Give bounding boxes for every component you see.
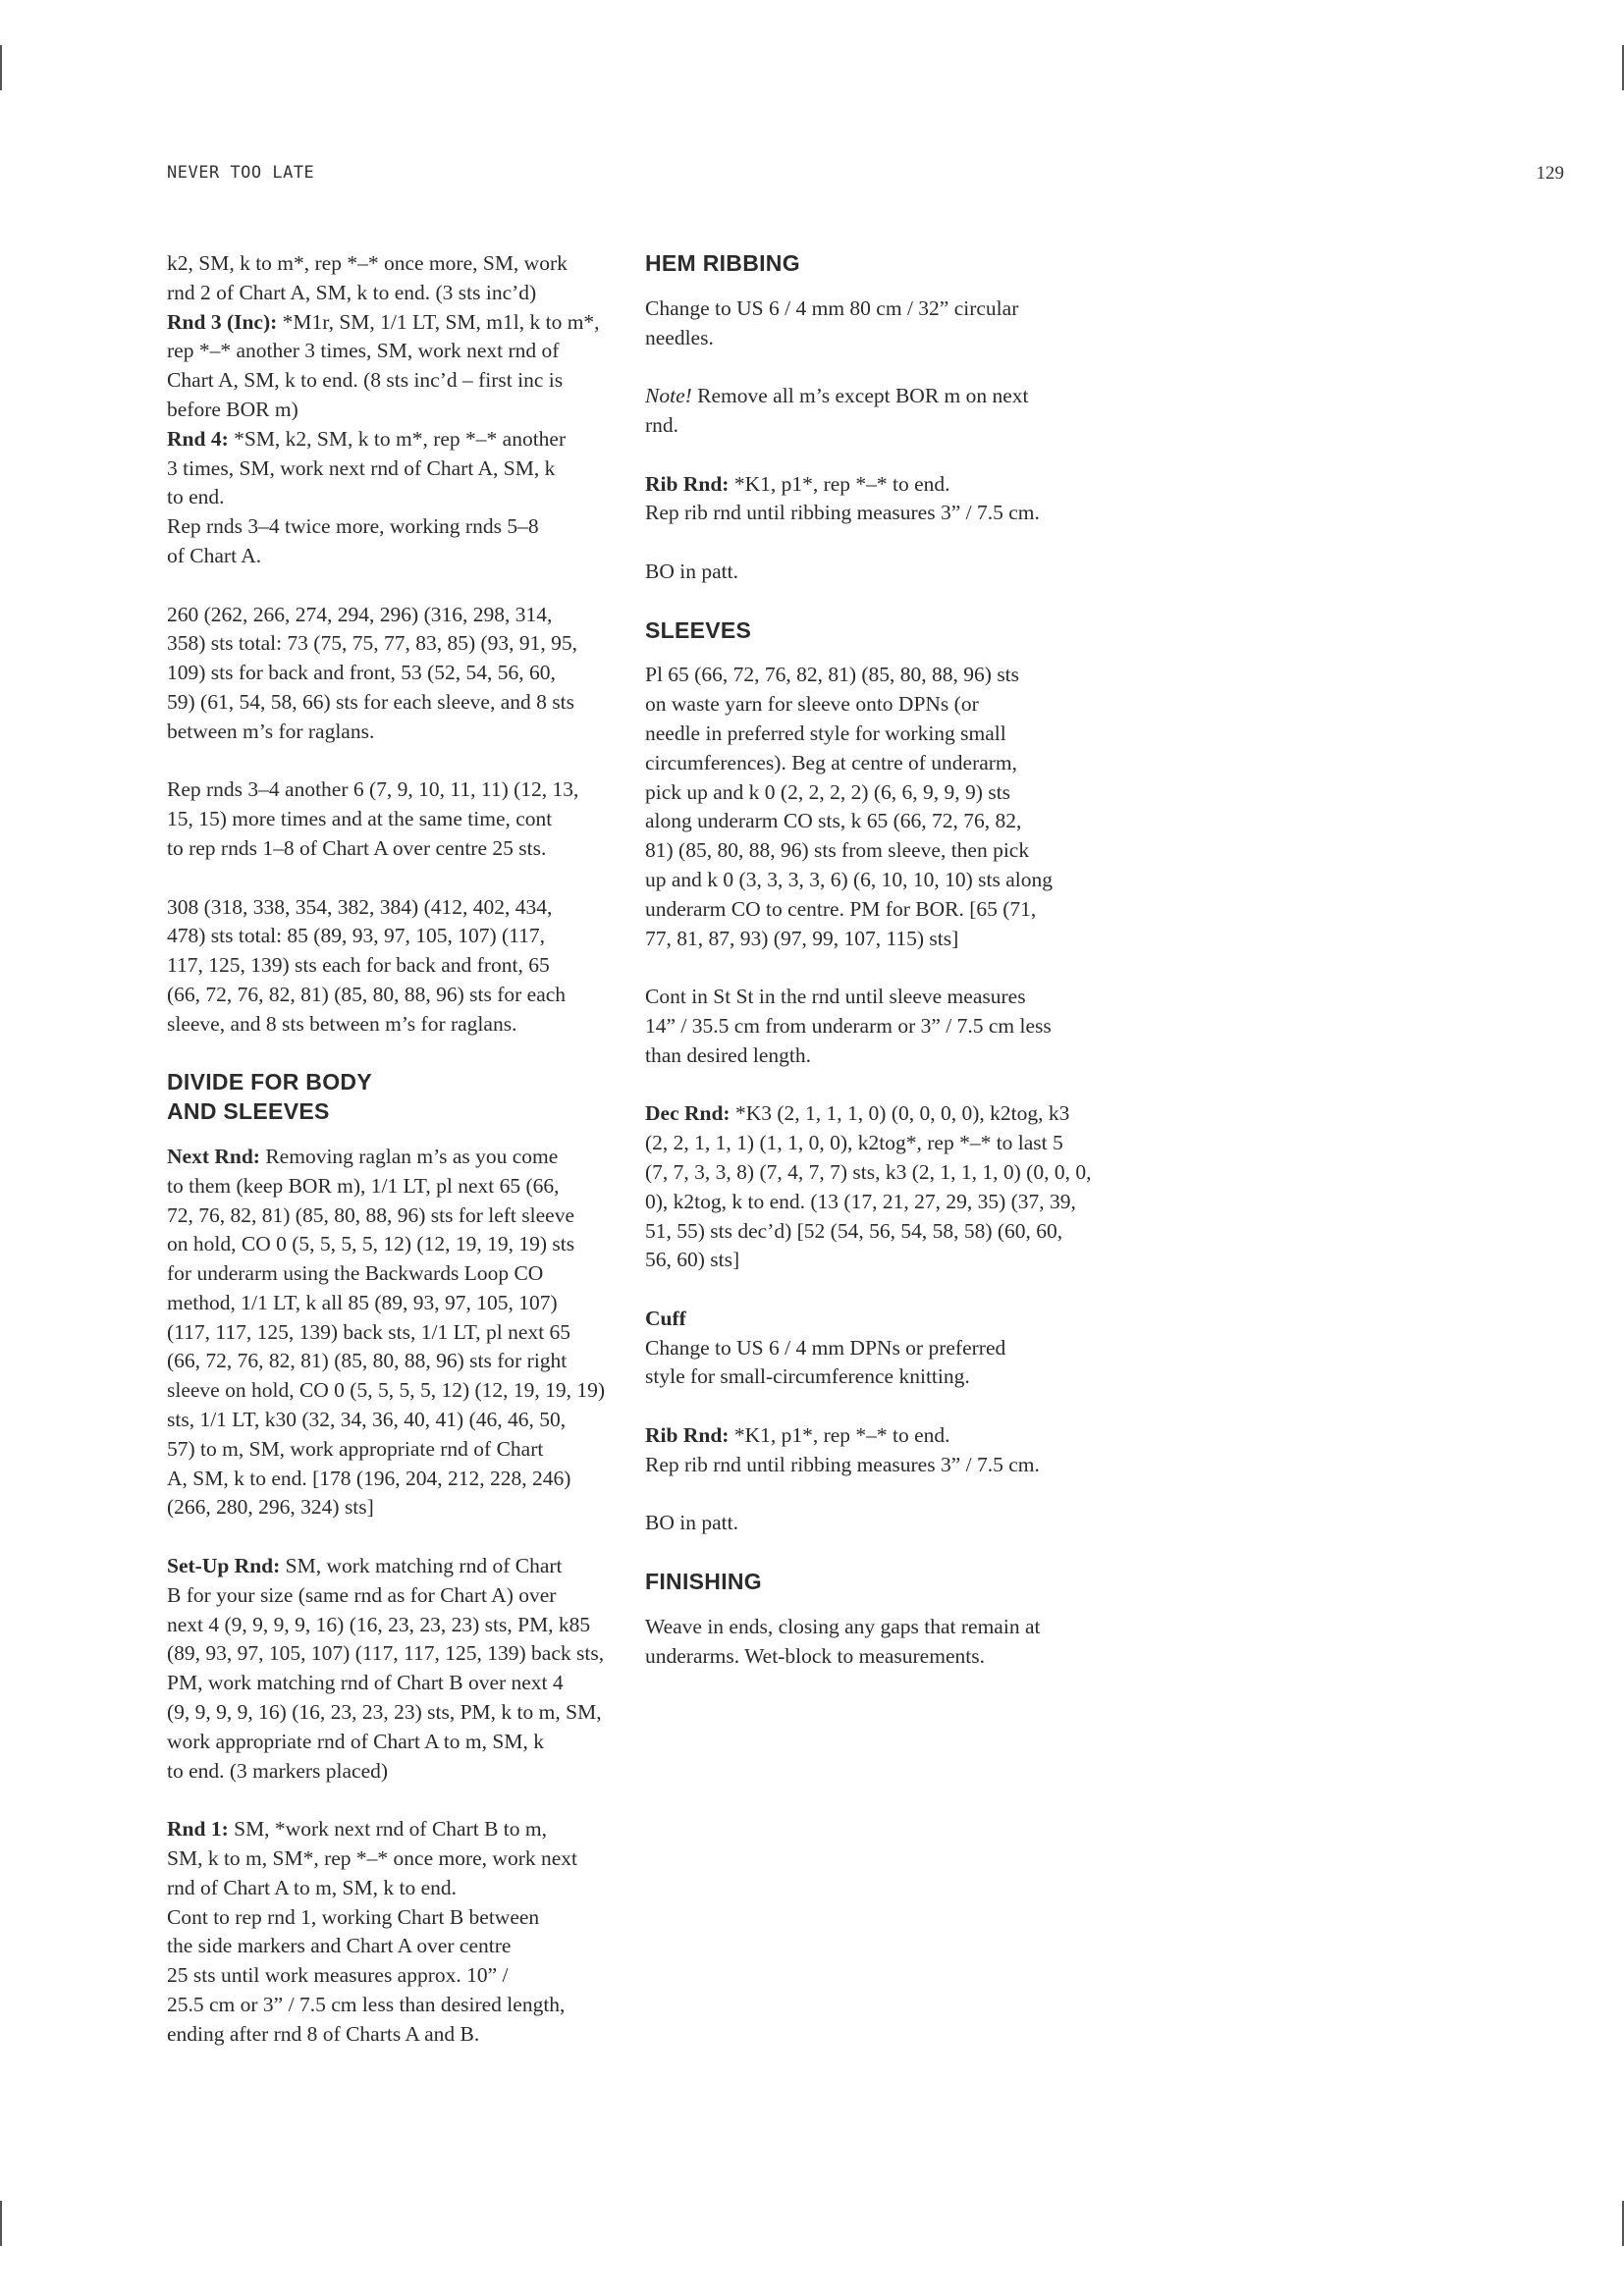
paragraph-next-rnd bbox=[167, 1143, 619, 1522]
text-line: 77, 81, 87, 93) (97, 99, 107, 115) sts] bbox=[645, 926, 959, 950]
text-line bbox=[167, 1143, 619, 1172]
text-line bbox=[167, 308, 619, 338]
text-line: needle in preferred style for working small bbox=[645, 721, 1006, 745]
paragraph-cuff-bind-off bbox=[645, 1509, 1097, 1538]
paragraph-dec-rnd bbox=[645, 1099, 1097, 1275]
text-line: to them (keep BOR m), 1/1 LT, pl next 65 (66, bbox=[167, 1173, 560, 1198]
text-line: 0), k2tog, k to end. (13 (17, 21, 27, 29, 35) (37, 39, bbox=[645, 1189, 1076, 1213]
text-line: 57) to m, SM, work appropriate rnd of Chart bbox=[167, 1436, 544, 1461]
text-line: A, SM, k to end. [178 (196, 204, 212, 228, 246) bbox=[167, 1466, 571, 1490]
text-line: for underarm using the Backwards Loop CO bbox=[167, 1261, 544, 1286]
crop-mark-bottom-left bbox=[0, 2201, 2, 2246]
paragraph-stitch-totals-1 bbox=[167, 601, 619, 747]
paragraph-hem-needles bbox=[645, 294, 1097, 353]
text-line: rnd. bbox=[645, 412, 679, 437]
text-line: sleeve on hold, CO 0 (5, 5, 5, 5, 12) (12, 19, 19, 19) bbox=[167, 1378, 606, 1403]
text-line: PM, work matching rnd of Chart B over next 4 bbox=[167, 1671, 564, 1695]
text-line bbox=[645, 470, 1097, 500]
text-line: Cont to rep rnd 1, working Chart B between bbox=[167, 1904, 540, 1929]
text-line: (266, 280, 296, 324) sts] bbox=[167, 1495, 374, 1520]
text-line bbox=[167, 1815, 619, 1844]
next-rnd-label: Next Rnd: bbox=[167, 1144, 260, 1168]
paragraph-bind-off bbox=[645, 558, 1097, 587]
text-line: 56, 60) sts] bbox=[645, 1248, 740, 1272]
text-line: BO in patt. bbox=[645, 1511, 738, 1535]
text-line: Change to US 6 / 4 mm 80 cm / 32” circular bbox=[645, 295, 1019, 320]
text-line: B for your size (same rnd as for Chart A) over bbox=[167, 1582, 557, 1607]
dec-rnd-label: Dec Rnd: bbox=[645, 1101, 731, 1126]
text-line: Chart A, SM, k to end. (8 sts inc’d – first inc is bbox=[167, 368, 564, 393]
setup-rnd-text: SM, work matching rnd of Chart bbox=[280, 1554, 563, 1578]
text-line: 59) (61, 54, 58, 66) sts for each sleeve, and 8 sts bbox=[167, 689, 574, 714]
text-line: 109) sts for back and front, 53 (52, 54, 56, 60, bbox=[167, 661, 556, 685]
text-line: on waste yarn for sleeve onto DPNs (or bbox=[645, 692, 979, 717]
text-line bbox=[645, 1421, 1097, 1451]
rnd-4-text: *SM, k2, SM, k to m*, rep *–* another bbox=[228, 426, 567, 451]
text-line: method, 1/1 LT, k all 85 (89, 93, 97, 105, 107) bbox=[167, 1290, 558, 1314]
text-line: (9, 9, 9, 9, 16) (16, 23, 23, 23) sts, PM, k to m, SM, bbox=[167, 1700, 602, 1725]
text-line: circumferences). Beg at centre of underarm, bbox=[645, 750, 1018, 774]
cuff-label: Cuff bbox=[645, 1306, 686, 1330]
left-column bbox=[167, 249, 619, 2078]
text-line: style for small-circumference knitting. bbox=[645, 1364, 970, 1389]
crop-mark-top-left bbox=[0, 45, 2, 90]
paragraph-raglan-continuation bbox=[167, 249, 619, 571]
text-line: 260 (262, 266, 274, 294, 296) (316, 298, 314, bbox=[167, 602, 553, 626]
text-line: of Chart A. bbox=[167, 543, 262, 567]
text-line: (89, 93, 97, 105, 107) (117, 117, 125, 139) back sts, bbox=[167, 1641, 605, 1666]
paragraph-note bbox=[645, 382, 1097, 441]
text-line: underarm CO to centre. PM for BOR. [65 (71, bbox=[645, 896, 1037, 921]
text-line: next 4 (9, 9, 9, 9, 16) (16, 23, 23, 23) sts, PM, k85 bbox=[167, 1612, 591, 1636]
right-column bbox=[645, 249, 1097, 1700]
rib-rnd-text: *K1, p1*, rep *–* to end. bbox=[729, 471, 950, 496]
text-line: rnd of Chart A to m, SM, k to end. bbox=[167, 1875, 458, 1899]
text-line: 478) sts total: 85 (89, 93, 97, 105, 107) (117, bbox=[167, 924, 545, 948]
text-line: pick up and k 0 (2, 2, 2, 2) (6, 6, 9, 9, 9) sts bbox=[645, 779, 1011, 804]
text-line: sleeve, and 8 sts between m’s for raglans. bbox=[167, 1011, 517, 1036]
paragraph-setup-rnd bbox=[167, 1552, 619, 1786]
text-line: 81) (85, 80, 88, 96) sts from sleeve, then pick bbox=[645, 838, 1030, 863]
heading-line: AND SLEEVES bbox=[167, 1098, 330, 1125]
paragraph-finishing bbox=[645, 1613, 1097, 1672]
text-line: between m’s for raglans. bbox=[167, 719, 375, 743]
section-heading-sleeves: SLEEVES bbox=[645, 616, 752, 643]
text-line bbox=[645, 1099, 1097, 1129]
text-line: 117, 125, 139) sts each for back and front, 65 bbox=[167, 953, 550, 978]
rnd-1-label: Rnd 1: bbox=[167, 1817, 229, 1842]
text-line: 14” / 35.5 cm from underarm or 3” / 7.5 cm less bbox=[645, 1013, 1052, 1038]
next-rnd-text: Removing raglan m’s as you come bbox=[259, 1144, 559, 1168]
section-heading-hem-ribbing: HEM RIBBING bbox=[645, 250, 800, 276]
paragraph-cont-st-st bbox=[645, 983, 1097, 1070]
paragraph-cuff-rib-rnd bbox=[645, 1421, 1097, 1480]
text-line: to end. bbox=[167, 485, 225, 509]
text-line: the side markers and Chart A over centre bbox=[167, 1934, 512, 1958]
text-line: Cont in St St in the rnd until sleeve measures bbox=[645, 985, 1026, 1009]
text-line: Rep rib rnd until ribbing measures 3” / 7.5 cm. bbox=[645, 501, 1040, 525]
text-line: 3 times, SM, work next rnd of Chart A, SM, k bbox=[167, 455, 556, 480]
text-line: 51, 55) sts dec’d) [52 (54, 56, 54, 58, 58) (60, 60, bbox=[645, 1218, 1063, 1243]
text-line: on hold, CO 0 (5, 5, 5, 5, 12) (12, 19, 19, 19) sts bbox=[167, 1232, 575, 1256]
section-heading-finishing: FINISHING bbox=[645, 1569, 762, 1595]
text-line: (117, 117, 125, 139) back sts, 1/1 LT, pl next 65 bbox=[167, 1319, 571, 1344]
text-line bbox=[167, 425, 619, 454]
rib-rnd-label: Rib Rnd: bbox=[645, 1423, 730, 1448]
text-line: 25 sts until work measures approx. 10” / bbox=[167, 1963, 509, 1988]
section-heading-divide bbox=[167, 1068, 619, 1127]
text-line: 72, 76, 82, 81) (85, 80, 88, 96) sts for left sleeve bbox=[167, 1202, 574, 1227]
text-line: 15, 15) more times and at the same time, cont bbox=[167, 807, 553, 831]
paragraph-cuff bbox=[645, 1305, 1097, 1392]
text-line: to end. (3 markers placed) bbox=[167, 1758, 389, 1783]
text-line bbox=[167, 1552, 619, 1581]
text-line: up and k 0 (3, 3, 3, 3, 6) (6, 10, 10, 10) sts along bbox=[645, 867, 1054, 891]
text-line: (2, 2, 1, 1, 1) (1, 1, 0, 0), k2tog*, rep *–* to last 5 bbox=[645, 1131, 1063, 1155]
text-line: (7, 7, 3, 3, 8) (7, 4, 7, 7) sts, k3 (2, 1, 1, 1, 0) (0, 0, 0, bbox=[645, 1159, 1092, 1184]
paragraph-sleeves bbox=[645, 661, 1097, 953]
text-line: rnd 2 of Chart A, SM, k to end. (3 sts inc’d) bbox=[167, 280, 537, 304]
text-line: than desired length. bbox=[645, 1042, 811, 1067]
paragraph-repeat-rounds bbox=[167, 775, 619, 863]
text-line: ending after rnd 8 of Charts A and B. bbox=[167, 2021, 480, 2046]
text-line: k2, SM, k to m*, rep *–* once more, SM, work bbox=[167, 251, 568, 275]
text-line: needles. bbox=[645, 325, 714, 349]
setup-rnd-label: Set-Up Rnd: bbox=[167, 1554, 281, 1578]
running-head: NEVER TOO LATE bbox=[167, 163, 315, 183]
text-line: SM, k to m, SM*, rep *–* once more, work next bbox=[167, 1846, 578, 1871]
text-line: work appropriate rnd of Chart A to m, SM, k bbox=[167, 1729, 544, 1753]
paragraph-stitch-totals-2 bbox=[167, 893, 619, 1040]
page-number: 129 bbox=[1536, 163, 1564, 184]
text-line: BO in patt. bbox=[645, 559, 738, 583]
text-line: Rep rib rnd until ribbing measures 3” / 7.5 cm. bbox=[645, 1452, 1040, 1476]
rib-rnd-label: Rib Rnd: bbox=[645, 471, 730, 496]
text-line: Rep rnds 3–4 twice more, working rnds 5–8 bbox=[167, 514, 539, 539]
text-line: Weave in ends, closing any gaps that remain at bbox=[645, 1614, 1041, 1638]
text-line: sts, 1/1 LT, k30 (32, 34, 36, 40, 41) (46, 46, 50, bbox=[167, 1408, 567, 1432]
text-line: underarms. Wet-block to measurements. bbox=[645, 1643, 985, 1668]
paragraph-rib-rnd bbox=[645, 470, 1097, 529]
text-line: Pl 65 (66, 72, 76, 82, 81) (85, 80, 88, 96) sts bbox=[645, 663, 1020, 687]
text-line: rep *–* another 3 times, SM, work next rnd of bbox=[167, 339, 560, 363]
text-line: 25.5 cm or 3” / 7.5 cm less than desired length, bbox=[167, 1993, 566, 2017]
text-line: Change to US 6 / 4 mm DPNs or preferred bbox=[645, 1335, 1006, 1360]
heading-line: DIVIDE FOR BODY bbox=[167, 1069, 372, 1095]
rnd-1-text: SM, *work next rnd of Chart B to m, bbox=[228, 1817, 548, 1842]
rnd-3-label: Rnd 3 (Inc): bbox=[167, 309, 278, 334]
text-line: to rep rnds 1–8 of Chart A over centre 25 sts. bbox=[167, 835, 547, 860]
rnd-3-text: *M1r, SM, 1/1 LT, SM, m1l, k to m*, bbox=[277, 309, 600, 334]
text-line: 358) sts total: 73 (75, 75, 77, 83, 85) (93, 91, 95, bbox=[167, 631, 578, 656]
text-line: before BOR m) bbox=[167, 397, 298, 421]
text-line bbox=[645, 382, 1097, 411]
rib-rnd-text: *K1, p1*, rep *–* to end. bbox=[729, 1423, 950, 1448]
rnd-4-label: Rnd 4: bbox=[167, 426, 229, 451]
paragraph-rnd-1 bbox=[167, 1815, 619, 2049]
dec-rnd-text: *K3 (2, 1, 1, 1, 0) (0, 0, 0, 0), k2tog, k3 bbox=[730, 1101, 1070, 1126]
text-line: along underarm CO sts, k 65 (66, 72, 76, 82, bbox=[645, 809, 1022, 833]
text-line: Rep rnds 3–4 another 6 (7, 9, 10, 11, 11) (12, 13, bbox=[167, 777, 579, 802]
text-line: (66, 72, 76, 82, 81) (85, 80, 88, 96) sts for each bbox=[167, 982, 567, 1006]
text-line: 308 (318, 338, 354, 382, 384) (412, 402, 434, bbox=[167, 894, 553, 919]
note-text: Remove all m’s except BOR m on next bbox=[691, 384, 1029, 408]
note-label: Note! bbox=[645, 384, 692, 408]
text-line: (66, 72, 76, 82, 81) (85, 80, 88, 96) sts for right bbox=[167, 1349, 568, 1373]
